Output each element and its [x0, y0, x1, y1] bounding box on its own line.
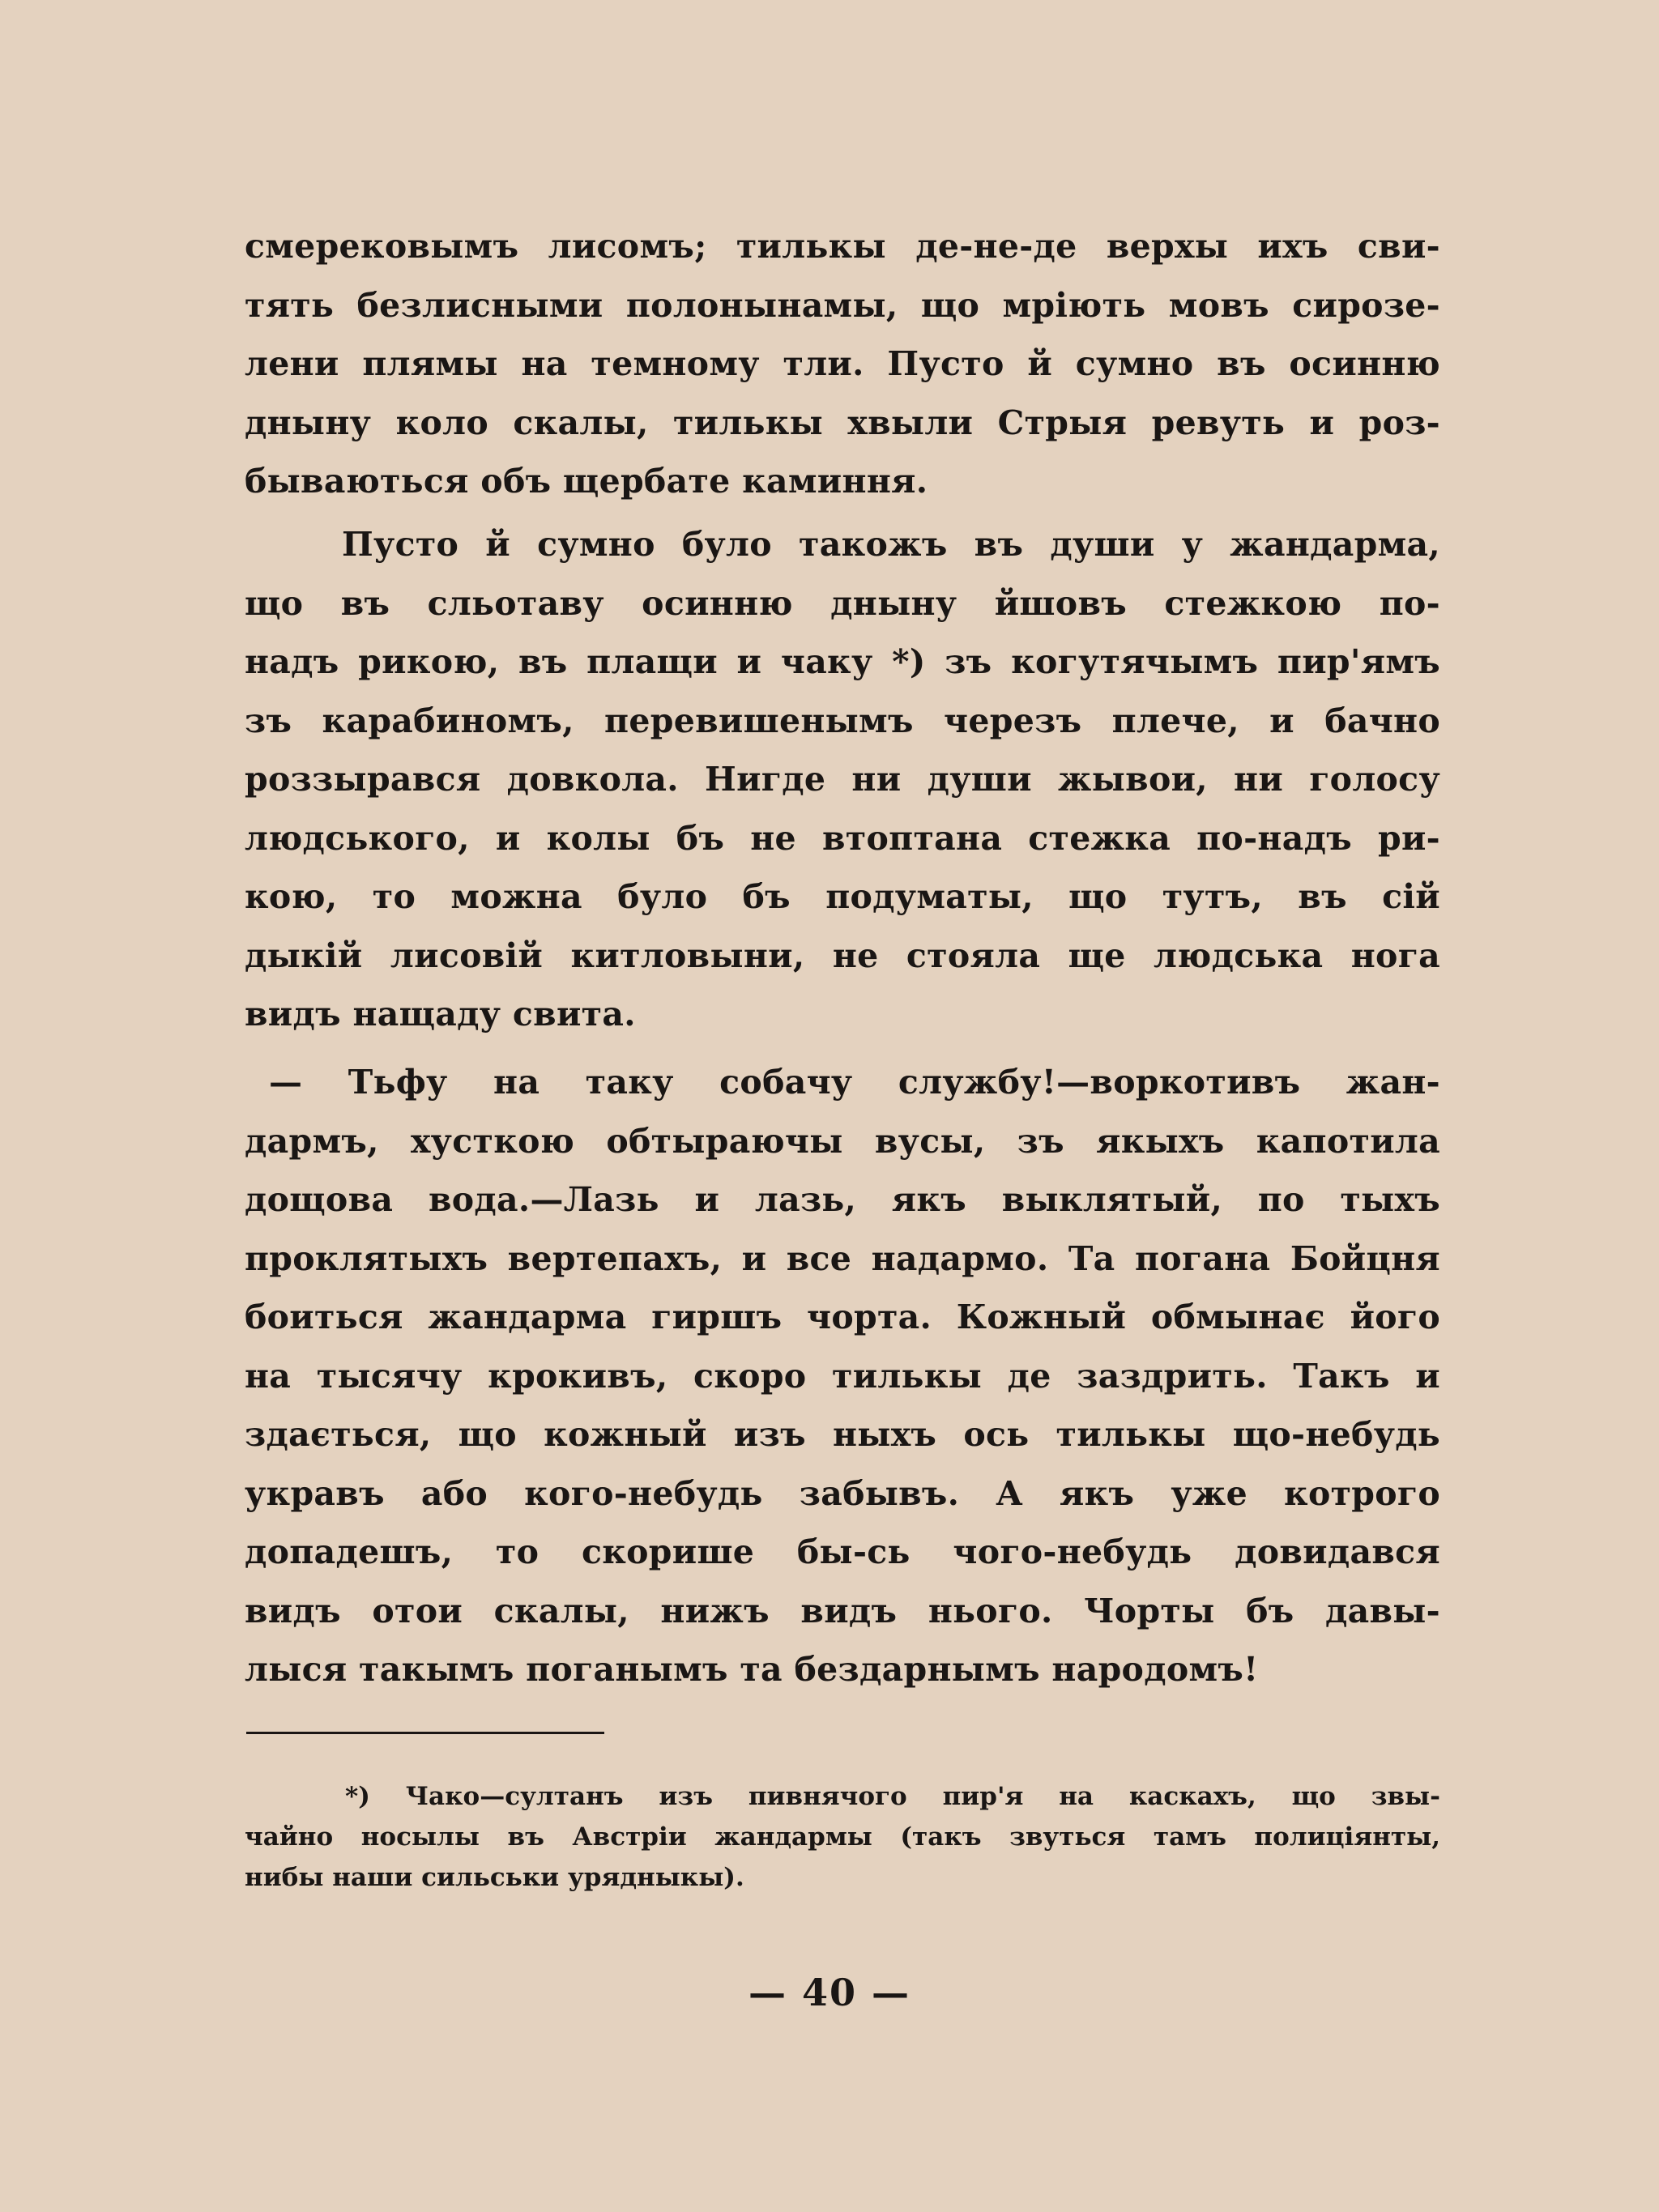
paragraph-3 [245, 1053, 1440, 1699]
text-line: кою, то можна було бъ подуматы, що тутъ, въ сій [245, 877, 1440, 916]
text-line: бываються объ щербате каминня. [245, 462, 928, 501]
text-line: дощова вода.—Лазь и лазь, якъ выклятый, по тыхъ [245, 1180, 1440, 1219]
text-line: тять безлисными полонынамы, що мріють мовъ сирозе- [245, 285, 1440, 325]
text-line: видъ нащаду свита. [245, 995, 636, 1034]
text-line: дыкій лисовій китловыни, не стояла ще людська нога [245, 936, 1440, 975]
text-line: дныну коло скалы, тилькы хвыли Стрыя ревуть и роз- [245, 403, 1440, 442]
text-line: зъ карабиномъ, перевишенымъ черезъ плече, и бачно [245, 701, 1440, 740]
paragraph-1 [245, 217, 1440, 511]
text-line: боиться жандарма гиршъ чорта. Кожный обмынає його [245, 1298, 1440, 1336]
footnote-divider [246, 1732, 604, 1734]
text-line: укравъ або кого-небудь забывъ. А якъ уже котрого [245, 1473, 1440, 1513]
text-line: що въ сльотаву осинню дныну йшовъ стежкою по- [245, 583, 1440, 623]
text-line: лыся такымъ поганымъ та бездарнымъ народомъ! [245, 1650, 1259, 1689]
footnote-line: чайно носылы въ Австріи жандармы (такъ звуться тамъ полиціянты, [245, 1822, 1440, 1852]
text-line: на тысячу крокивъ, скоро тилькы де заздрить. Такъ и [245, 1356, 1440, 1396]
text-line: смерековымъ лисомъ; тилькы де-не-де верхы ихъ сви- [245, 227, 1440, 266]
text-line: дармъ, хусткою обтыраючы вусы, зъ якыхъ капотила [245, 1121, 1440, 1161]
footnote-line: *) Чако—султанъ изъ пивнячого пир'я на каскахъ, що звы- [345, 1782, 1440, 1811]
text-line: видъ отои скалы, нижъ видъ нього. Чорты бъ давы- [245, 1591, 1440, 1630]
text-line: — Тьфу на таку собачу службу!—воркотивъ жан- [269, 1063, 1440, 1102]
text-line: надъ рикою, въ плащи и чаку *) зъ когутячымъ пир'ямъ [245, 642, 1440, 681]
footnote-line: нибы наши сильськи урядныкы). [245, 1863, 744, 1892]
paragraph-2 [245, 515, 1440, 1044]
text-line: допадешъ, то скорише бы-сь чого-небудь довидався [245, 1532, 1440, 1571]
footnote [245, 1776, 1440, 1898]
text-line: людського, и колы бъ не втоптана стежка по-надъ ри- [245, 818, 1440, 858]
text-line: роззырався довкола. Нигде ни души жывои, ни голосу [245, 760, 1440, 799]
text-line: Пусто й сумно було такожъ въ души у жандарма, [342, 525, 1440, 564]
text-line: лени плямы на темному тли. Пусто й сумно въ осинню [245, 344, 1440, 383]
text-line: проклятыхъ вертепахъ, и все надармо. Та погана Бойцня [245, 1238, 1440, 1278]
page-number: — 40 — [748, 1971, 911, 2014]
text-line: здається, що кожный изъ ныхъ ось тилькы що-небудь [245, 1415, 1440, 1454]
